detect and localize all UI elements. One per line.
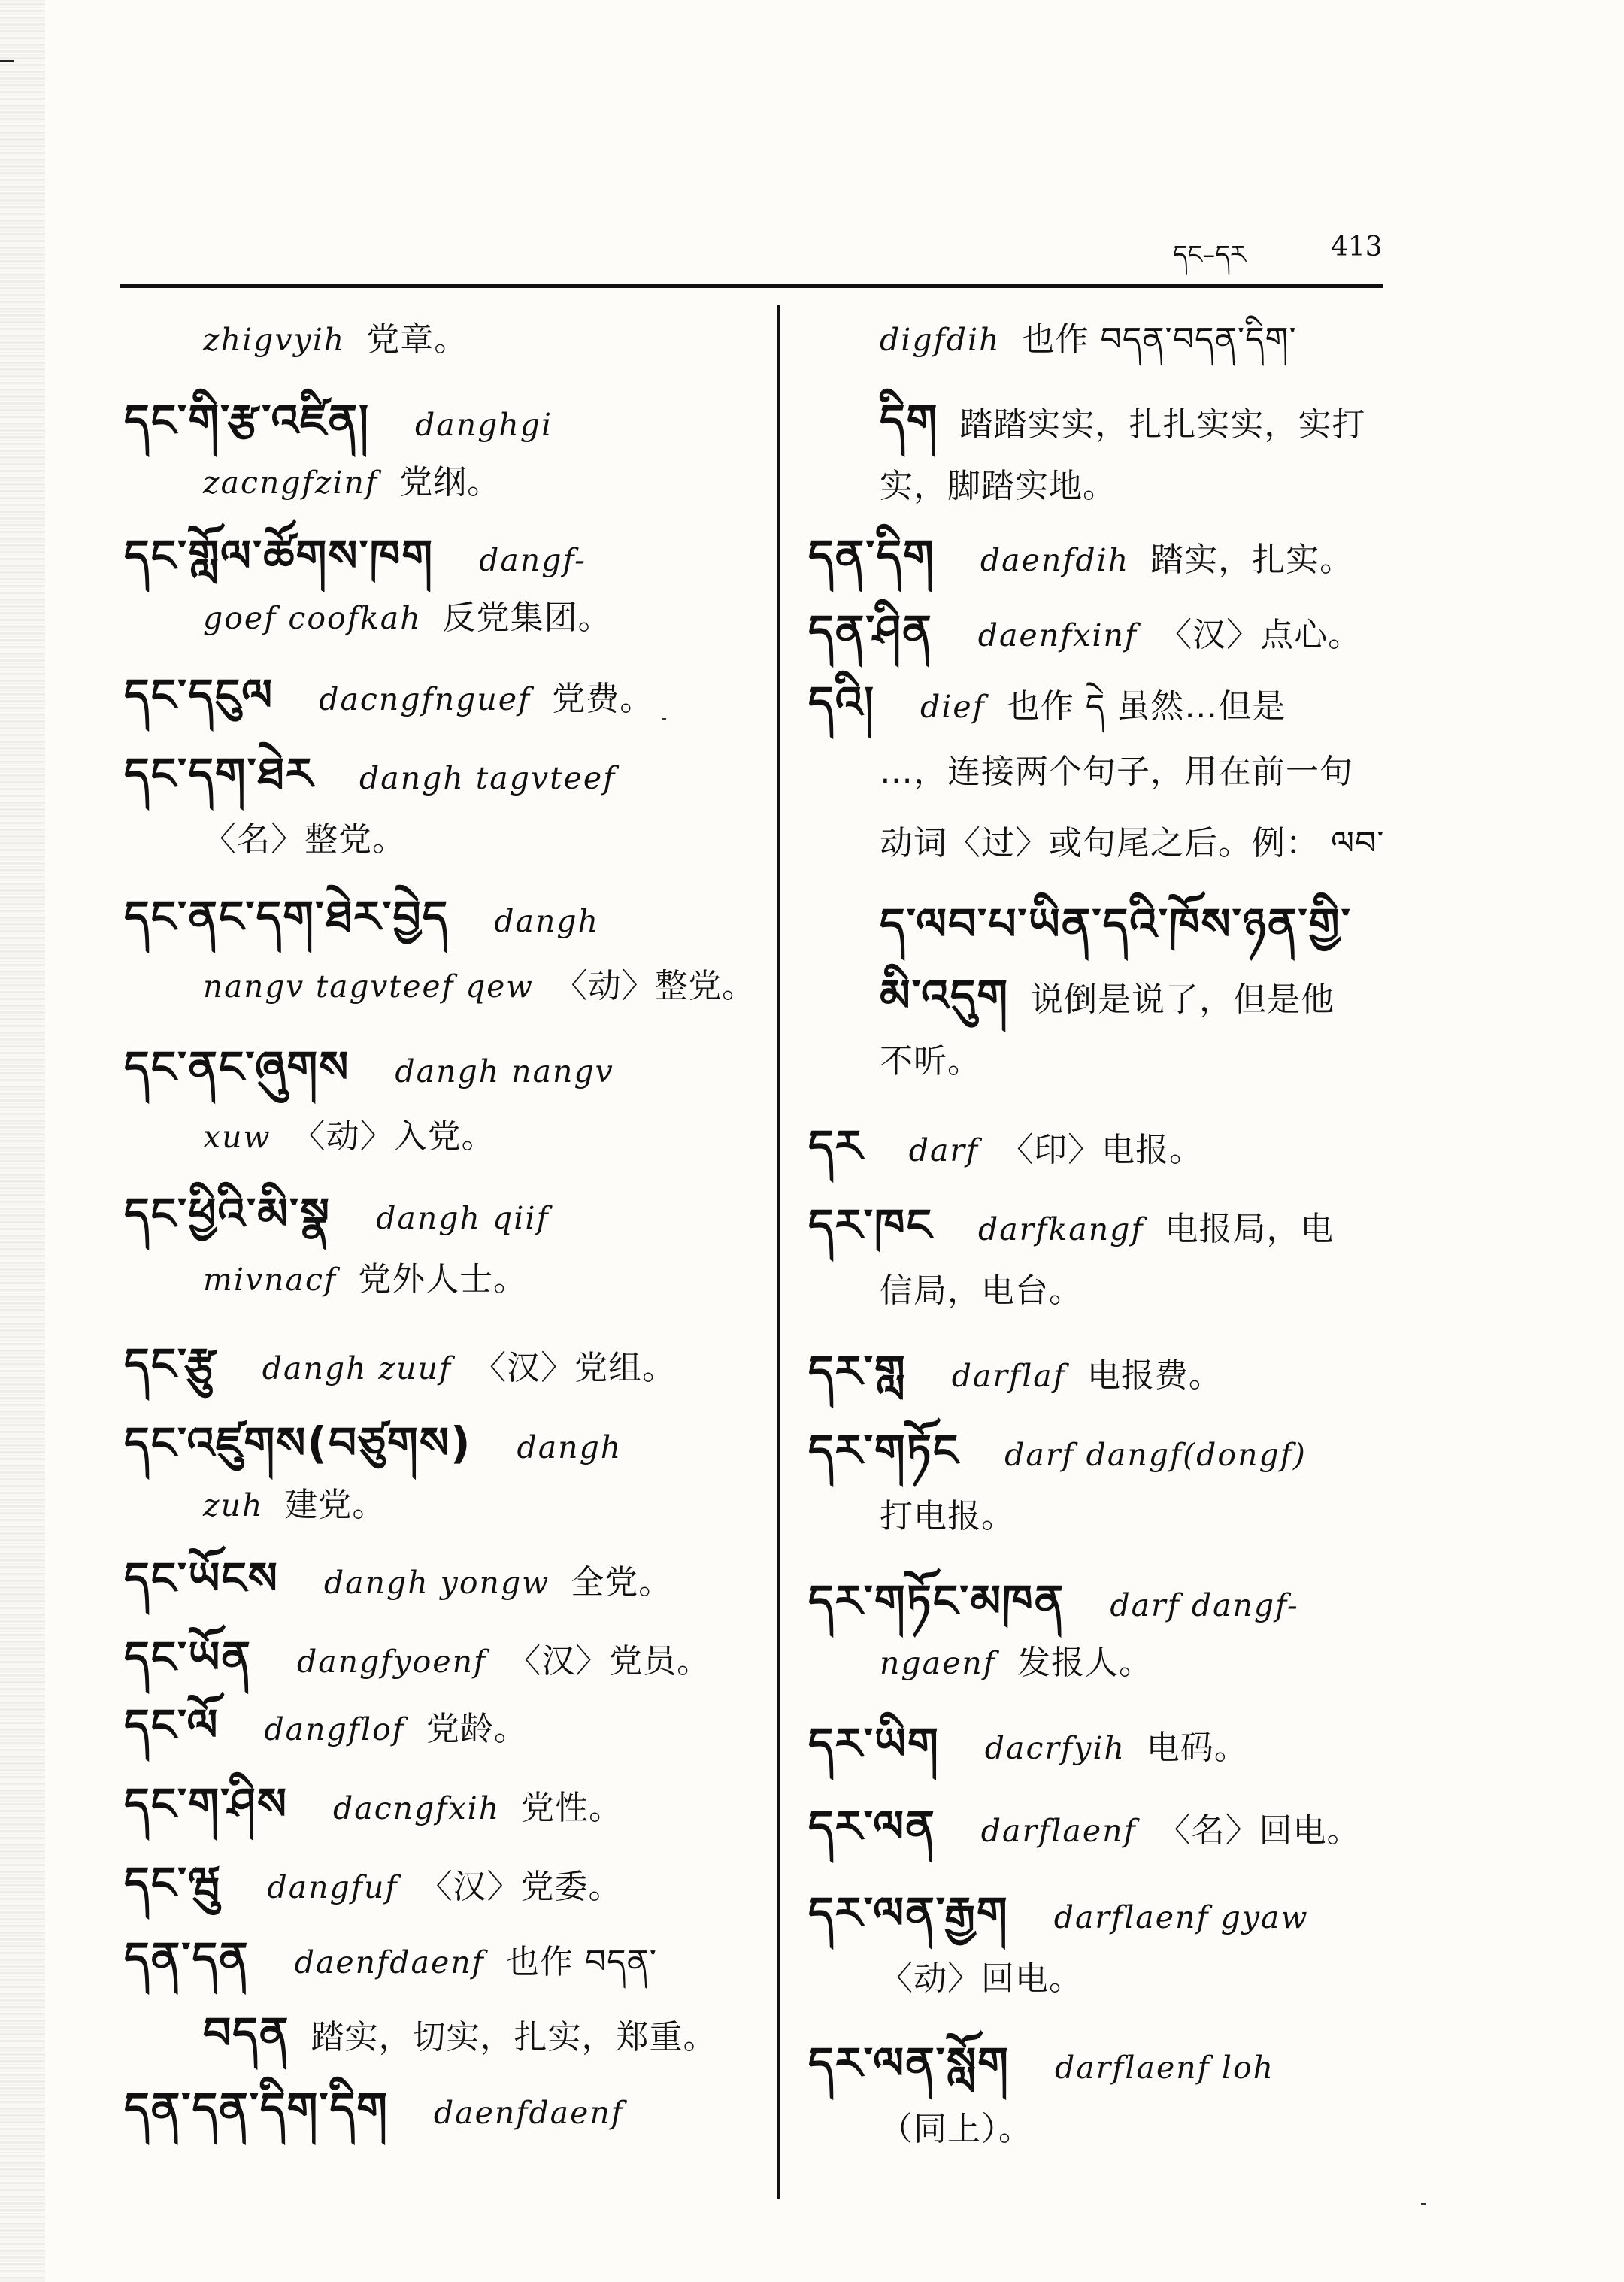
romanization: dief bbox=[920, 689, 986, 725]
chinese-gloss: 建党。 bbox=[284, 1486, 386, 1524]
entry-line bbox=[203, 967, 756, 1005]
entry-line bbox=[124, 1041, 614, 1093]
tibetan-headword: དར་གཏོང bbox=[808, 1425, 960, 1476]
chinese-gloss: 说倒是说了，但是他 bbox=[1030, 980, 1335, 1019]
entry-line bbox=[203, 2008, 717, 2059]
entry-line bbox=[124, 530, 587, 581]
chinese-gloss: 发报人。 bbox=[1017, 1644, 1153, 1682]
romanization: danghgi bbox=[415, 407, 553, 443]
entry-line bbox=[124, 395, 553, 446]
entry-line bbox=[124, 1857, 623, 1908]
chinese-gloss: 踏实，扎实。 bbox=[1150, 541, 1354, 579]
tibetan-headword: དང་ཕྱིའི་མི་སྣ bbox=[124, 1188, 332, 1239]
romanization: darflaf bbox=[951, 1358, 1066, 1394]
entry-line bbox=[880, 467, 1116, 505]
tibetan-headword: མི་འདུག bbox=[880, 970, 1010, 1021]
entry-line bbox=[203, 320, 468, 359]
tibetan-headword: དར་གཏོང་མཁན bbox=[808, 1575, 1065, 1626]
tibetan-headword: དང་ནང་དག་ཐེར་བྱེད bbox=[124, 891, 450, 942]
chinese-gloss: 也作 དེ 虽然…但是 bbox=[1006, 687, 1286, 726]
entry-line bbox=[203, 463, 501, 502]
tibetan-headword: དན་དན bbox=[124, 1932, 250, 1983]
tibetan-headword: དང་ཡོན bbox=[124, 1632, 252, 1683]
entry-line bbox=[203, 1486, 386, 1524]
romanization: goef coofkah bbox=[203, 600, 422, 636]
entry-line bbox=[880, 1271, 1083, 1310]
entry-line bbox=[808, 677, 1286, 728]
entry-line bbox=[124, 1932, 658, 1983]
tibetan-headword: དར་ལན bbox=[808, 1801, 936, 1852]
romanization: daenfxinf bbox=[977, 617, 1138, 653]
tibetan-headword: དང་འཛུགས(བཙུགས) bbox=[124, 1417, 472, 1468]
chinese-gloss: …，连接两个句子，用在前一句 bbox=[880, 753, 1353, 791]
tibetan-headword: བདན bbox=[203, 2008, 290, 2059]
tibetan-headword: དང་རྩུ bbox=[124, 1338, 217, 1390]
chinese-gloss: 党外人士。 bbox=[358, 1260, 528, 1299]
romanization: daenfdih bbox=[980, 542, 1130, 578]
header-tibetan-range: དང–དར bbox=[1173, 240, 1247, 270]
romanization: darf dangf(dongf) bbox=[1004, 1437, 1307, 1473]
romanization: dangh yongw bbox=[323, 1565, 550, 1601]
tibetan-headword: དར་ལན་རྒྱག bbox=[808, 1887, 1009, 1938]
tibetan-headword: དང་གློལ་ཚོགས་ཁག bbox=[124, 530, 435, 581]
entry-line bbox=[880, 899, 1352, 950]
romanization: dangflof bbox=[264, 1711, 405, 1747]
page-number: 413 bbox=[1331, 232, 1383, 262]
entry-line bbox=[880, 824, 1385, 862]
romanization: digfdih bbox=[880, 322, 1001, 358]
romanization: zacngfzinf bbox=[203, 465, 379, 501]
tibetan-headword: དར་ལན་སློག bbox=[808, 2038, 1010, 2089]
entry-line bbox=[880, 320, 1297, 359]
chinese-gloss: 〈汉〉党委。 bbox=[419, 1868, 623, 1906]
entry-line bbox=[808, 530, 1354, 581]
entry-line bbox=[124, 1188, 550, 1239]
tibetan-headword: དང་ཡོངས bbox=[124, 1553, 279, 1604]
romanization: dangfuf bbox=[267, 1869, 398, 1905]
chinese-gloss: 也作 བདན་ bbox=[505, 1943, 658, 1981]
entry-line bbox=[124, 1699, 528, 1750]
entry-line bbox=[124, 891, 600, 942]
chinese-gloss: 〈名〉整党。 bbox=[203, 820, 406, 859]
chinese-gloss: 〈动〉回电。 bbox=[880, 1959, 1083, 1998]
romanization: darf bbox=[908, 1132, 980, 1168]
entry-line bbox=[880, 395, 1366, 446]
romanization: mivnacf bbox=[203, 1262, 338, 1298]
romanization: dangfyoenf bbox=[296, 1644, 487, 1680]
chinese-gloss: 信局，电台。 bbox=[880, 1271, 1083, 1310]
romanization: zuh bbox=[203, 1487, 264, 1523]
chinese-gloss: 党章。 bbox=[366, 320, 468, 359]
entry-line bbox=[880, 2110, 1032, 2148]
tibetan-headword: དན་དིག bbox=[808, 530, 935, 581]
romanization: dacngfxih bbox=[333, 1790, 501, 1826]
header-rule bbox=[120, 284, 1383, 288]
chinese-gloss: 电报局，电 bbox=[1165, 1210, 1335, 1248]
romanization: nangv tagvteef qew bbox=[203, 968, 534, 1005]
chinese-gloss: 踏踏实实，扎扎实实，实打 bbox=[959, 405, 1366, 444]
chinese-gloss: 党费。 bbox=[552, 680, 654, 718]
tibetan-headword: དང་ག་ཤིས bbox=[124, 1778, 288, 1829]
entry-line bbox=[124, 748, 617, 799]
entry-line bbox=[880, 970, 1335, 1021]
chinese-gloss: 〈动〉整党。 bbox=[554, 967, 756, 1005]
entry-line bbox=[808, 605, 1362, 656]
romanization: darflaenf gyaw bbox=[1053, 1899, 1309, 1935]
entry-line bbox=[203, 820, 406, 859]
tibetan-headword: དང་ལོ bbox=[124, 1699, 220, 1750]
entry-line bbox=[808, 1718, 1248, 1769]
romanization: zhigvyih bbox=[203, 322, 346, 358]
entry-line bbox=[808, 1199, 1335, 1250]
chinese-gloss: 也作 བདན་བདན་དིག་ bbox=[1021, 320, 1297, 359]
romanization: daenfdaenf bbox=[433, 2095, 624, 2131]
entry-line bbox=[124, 1553, 673, 1604]
romanization: darfkangf bbox=[977, 1211, 1144, 1247]
chinese-gloss: （同上）。 bbox=[880, 2110, 1032, 2148]
romanization: dangh tagvteef bbox=[359, 760, 617, 796]
romanization: daenfdaenf bbox=[294, 1944, 485, 1980]
chinese-gloss: 打电报。 bbox=[880, 1497, 1015, 1535]
entry-line bbox=[124, 1417, 623, 1468]
entry-line bbox=[880, 1959, 1083, 1998]
romanization: dangh bbox=[494, 903, 600, 939]
chinese-gloss: 全党。 bbox=[571, 1563, 673, 1602]
entry-line bbox=[808, 1425, 1307, 1476]
entry-line bbox=[124, 1778, 623, 1829]
entry-line bbox=[808, 1346, 1223, 1397]
chinese-gloss: 踏实，切实，扎实，郑重。 bbox=[311, 2018, 717, 2056]
romanization: darflaenf loh bbox=[1054, 2050, 1275, 2086]
entry-line bbox=[880, 1497, 1015, 1535]
entry-line bbox=[880, 1644, 1153, 1682]
tibetan-headword: ད་ལབ་པ་ཡིན་དའི་ཁོས་ཉན་གྱི་ bbox=[880, 899, 1352, 950]
column-divider bbox=[777, 305, 780, 2199]
entry-line bbox=[203, 1260, 528, 1299]
tibetan-headword: དར bbox=[808, 1120, 864, 1171]
chinese-gloss: 党纲。 bbox=[399, 463, 501, 502]
entry-line bbox=[124, 1632, 711, 1683]
romanization: darf dangf- bbox=[1110, 1587, 1299, 1623]
tibetan-headword: དར་གླ bbox=[808, 1346, 907, 1397]
entry-line bbox=[880, 753, 1353, 791]
chinese-gloss: 反党集团。 bbox=[442, 599, 612, 637]
entry-line bbox=[808, 1801, 1361, 1852]
chinese-gloss: 〈汉〉党组。 bbox=[473, 1349, 677, 1387]
print-speck bbox=[662, 718, 666, 720]
romanization: dangf- bbox=[479, 542, 587, 578]
scan-edge-mark bbox=[0, 60, 14, 62]
romanization: dacngfnguef bbox=[319, 681, 532, 717]
print-speck bbox=[1421, 2203, 1426, 2205]
tibetan-headword: དང་ནང་ཞུགས bbox=[124, 1041, 350, 1093]
tibetan-headword: དར་ཡིག bbox=[808, 1718, 940, 1769]
tibetan-headword: དན་ཤིན bbox=[808, 605, 933, 656]
chinese-gloss: 〈印〉电报。 bbox=[1000, 1131, 1204, 1169]
chinese-gloss: 〈汉〉点心。 bbox=[1159, 616, 1362, 654]
romanization: dangh nangv bbox=[395, 1053, 614, 1089]
chinese-gloss: 动词〈过〉或句尾之后。例： ལབ་ bbox=[880, 824, 1385, 862]
chinese-gloss: 党性。 bbox=[521, 1789, 623, 1827]
entry-line bbox=[203, 599, 612, 637]
tibetan-headword: དང་གི་རྩ་འཛིན། bbox=[124, 395, 371, 446]
chinese-gloss: 党龄。 bbox=[426, 1710, 528, 1748]
romanization: ngaenf bbox=[880, 1645, 996, 1681]
chinese-gloss: 〈动〉入党。 bbox=[292, 1117, 495, 1156]
entry-line bbox=[808, 1887, 1309, 1938]
chinese-gloss: 〈名〉回电。 bbox=[1157, 1811, 1361, 1850]
tibetan-headword: དའི། bbox=[808, 677, 875, 728]
chinese-gloss: 电报费。 bbox=[1086, 1356, 1223, 1395]
entry-line bbox=[808, 1120, 1204, 1171]
entry-line bbox=[808, 2038, 1275, 2089]
entry-line bbox=[880, 1042, 981, 1080]
entry-line bbox=[124, 669, 654, 720]
tibetan-headword: དང་དག་ཐེར bbox=[124, 748, 314, 799]
chinese-gloss: 〈汉〉党员。 bbox=[508, 1642, 711, 1680]
entry-line bbox=[203, 1117, 495, 1156]
romanization: dacrfyih bbox=[984, 1730, 1126, 1766]
scan-edge-noise bbox=[0, 0, 45, 2282]
entry-line bbox=[124, 1338, 677, 1390]
chinese-gloss: 电码。 bbox=[1146, 1729, 1248, 1767]
tibetan-headword: དང་ཝུ bbox=[124, 1857, 223, 1908]
romanization: dangh qiif bbox=[376, 1200, 550, 1236]
chinese-gloss: 实，脚踏实地。 bbox=[880, 467, 1116, 505]
romanization: xuw bbox=[203, 1119, 271, 1155]
tibetan-headword: དང་དངུལ bbox=[124, 669, 274, 720]
romanization: dangh bbox=[517, 1429, 623, 1465]
tibetan-headword: དན་དན་དིག་དིག bbox=[124, 2083, 389, 2134]
romanization: dangh zuuf bbox=[262, 1350, 453, 1386]
entry-line bbox=[124, 2083, 624, 2134]
tibetan-headword: དར་ཁང bbox=[808, 1199, 933, 1250]
romanization: darflaenf bbox=[980, 1813, 1137, 1849]
entry-line bbox=[808, 1575, 1299, 1626]
chinese-gloss: 不听。 bbox=[880, 1042, 981, 1080]
tibetan-headword: དིག bbox=[880, 395, 939, 446]
